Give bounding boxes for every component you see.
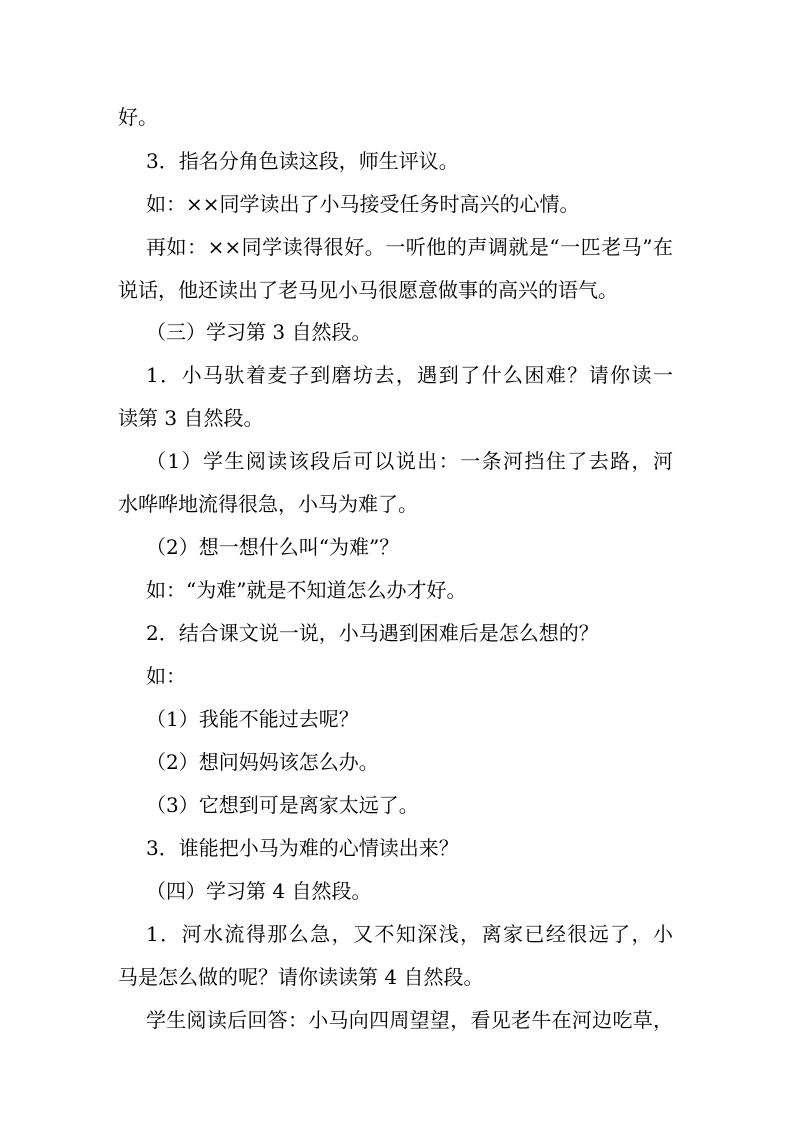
text-line-16: （2）想问妈妈该怎么办。 — [146, 750, 379, 774]
text-line-4: 再如：××同学读得很好。一听他的声调就是“一匹老马”在 — [146, 235, 673, 259]
text-line-13: 2．结合课文说一说，小马遇到困难后是怎么想的？ — [146, 621, 599, 645]
text-line-7: 1．小马驮着麦子到磨坊去，遇到了什么困难？请你读一 — [146, 363, 673, 387]
text-line-14: 如： — [146, 664, 186, 688]
text-line-15: （1）我能不能过去呢？ — [146, 707, 359, 731]
text-line-20: 1．河水流得那么急，又不知深浅，离家已经很远了，小 — [146, 922, 673, 946]
text-line-17: （3）它想到可是离家太远了。 — [146, 793, 419, 817]
text-line-5: 说话，他还读出了老马见小马很愿意做事的高兴的语气。 — [118, 278, 618, 302]
text-line-9: （1）学生阅读该段后可以说出：一条河挡住了去路，河 — [146, 449, 673, 473]
text-line-2: 3．指名分角色读这段，师生评议。 — [146, 149, 459, 173]
text-line-22: 学生阅读后回答：小马向四周望望，看见老牛在河边吃草， — [146, 1008, 673, 1032]
text-line-21: 马是怎么做的呢？请你读读第 4 自然段。 — [118, 965, 484, 989]
text-line-18: 3．谁能把小马为难的心情读出来？ — [146, 836, 459, 860]
text-line-10: 水哗哗地流得很急，小马为难了。 — [118, 492, 418, 516]
section-heading-3: （三）学习第 3 自然段。 — [146, 320, 372, 344]
text-line-12: 如：“为难”就是不知道怎么办才好。 — [146, 578, 467, 602]
text-line-8: 读第 3 自然段。 — [118, 406, 264, 430]
text-line-1: 好。 — [118, 105, 158, 129]
text-line-11: （2）想一想什么叫“为难”？ — [146, 535, 400, 559]
section-heading-4: （四）学习第 4 自然段。 — [146, 879, 372, 903]
text-line-3: 如：××同学读出了小马接受任务时高兴的心情。 — [146, 192, 580, 216]
